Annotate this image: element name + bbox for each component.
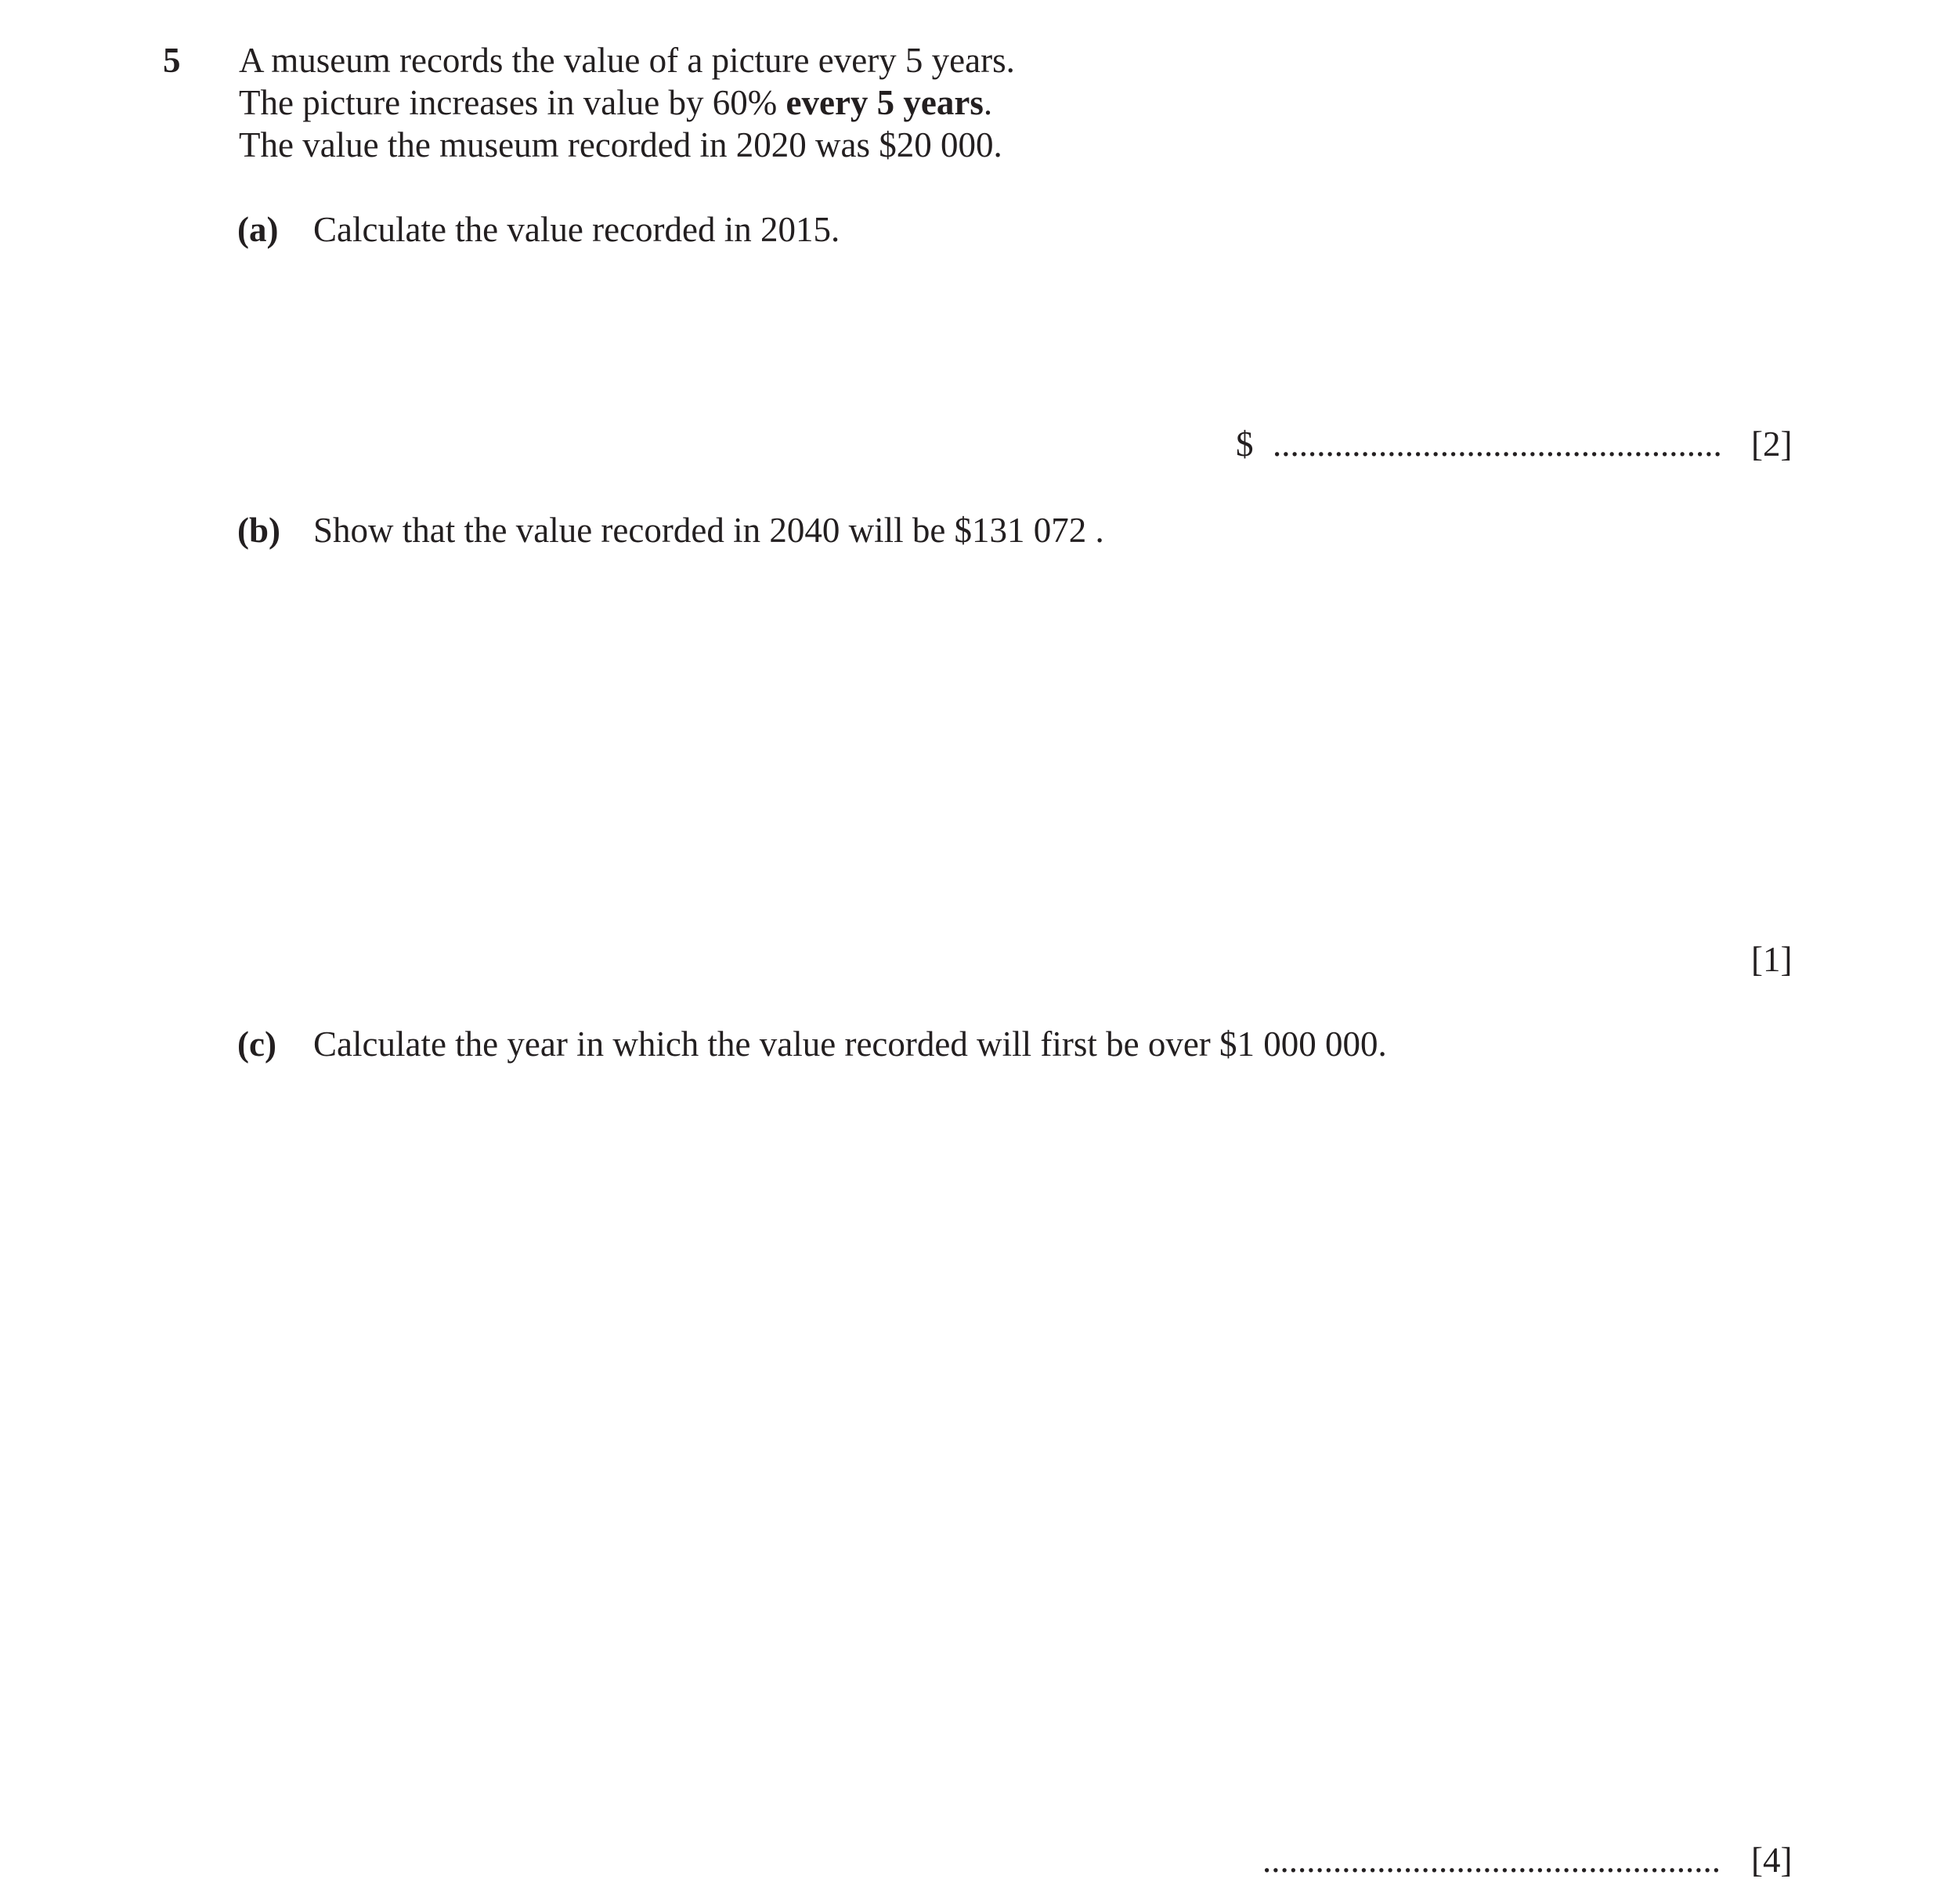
part-b-marks: [1] (1751, 940, 1793, 979)
stem-line-2 (239, 81, 992, 124)
part-b-label: (b) (237, 511, 280, 550)
part-c-marks: [4] (1751, 1841, 1793, 1880)
part-b-question: Show that the value recorded in 2040 will be $131 072 . (313, 511, 1104, 550)
stem-line-1: A museum records the value of a picture every 5 years. (239, 41, 1015, 80)
stem-line-2-text: The picture increases in value by 60% (239, 83, 786, 122)
part-a-dollar-sign: $ (1236, 425, 1254, 464)
stem-line-2-end: . (983, 83, 993, 122)
part-a-label: (a) (237, 210, 279, 249)
part-c-answer-line[interactable]: .................................................... (1262, 1841, 1721, 1880)
part-c-label: (c) (237, 1024, 276, 1064)
part-a-answer-line[interactable]: ................................................... (1273, 425, 1722, 464)
stem-line-2-emphasis: every 5 years (786, 83, 984, 122)
part-a-marks: [2] (1751, 425, 1793, 464)
part-c-question: Calculate the year in which the value recorded will first be over $1 000 000. (313, 1024, 1387, 1064)
question-number: 5 (163, 41, 181, 80)
stem-line-3: The value the museum recorded in 2020 was $20 000. (239, 125, 1002, 164)
part-a-question: Calculate the value recorded in 2015. (313, 210, 840, 249)
